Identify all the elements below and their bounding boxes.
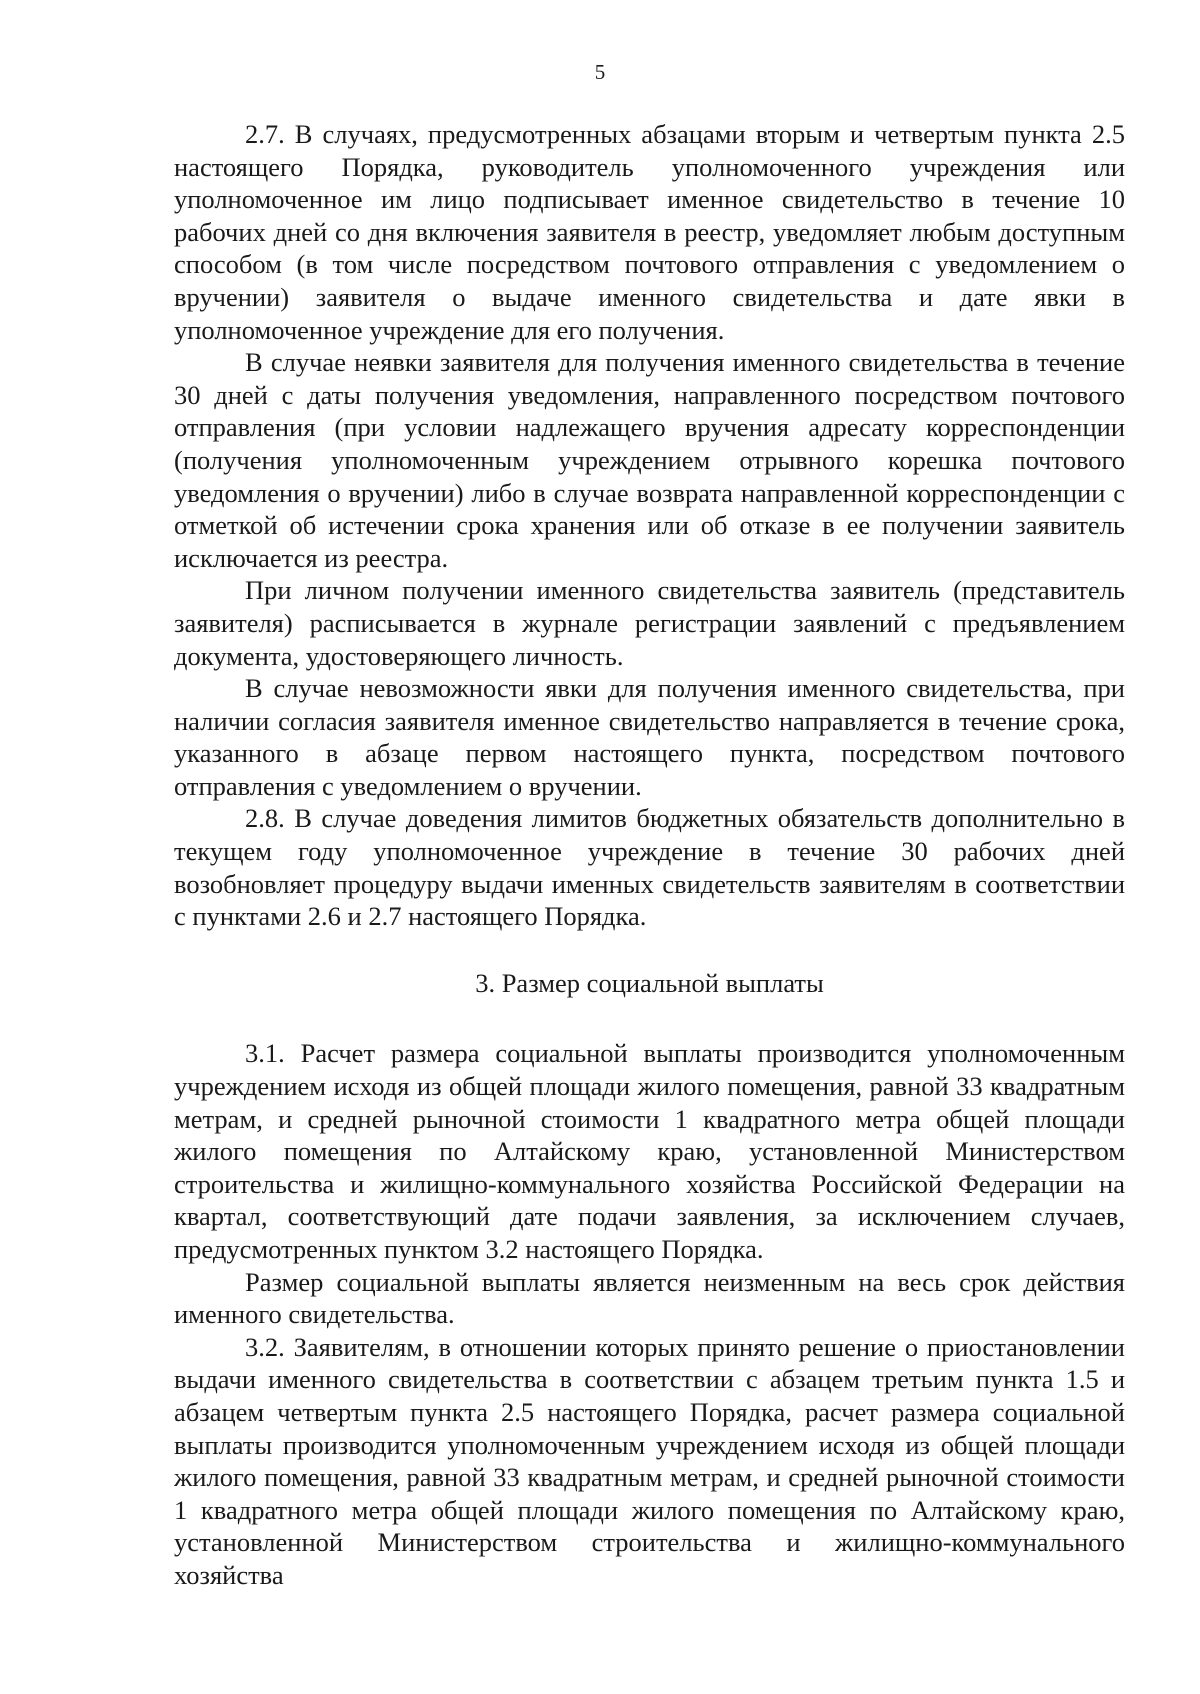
- paragraph-personal-receipt: При личном получении именного свидетельства заявитель (представитель заявителя) расписывается в журнале регистрации заявлений с предъявлением документа, удостоверяющего личность.: [174, 575, 1125, 671]
- paragraph-3-2: 3.2. Заявителям, в отношении которых принято решение о приостановлении выдачи именного свидетельства в соответствии с абзацем третьим пункта 1.5 и абзацем четвертым пункта 2.5 настоящего Порядка, расчет размера социальной выплаты производится уполномоченным учреждением исходя из общей площади жилого помещения, равной 33 квадратным метрам, и средней рыночной стоимости 1 квадратного метра общей площади жилого помещения по Алтайскому краю, установленной Министерством строительства и жилищно-коммунального хозяйства: [174, 1331, 1125, 1590]
- paragraph-2-8: 2.8. В случае доведения лимитов бюджетных обязательств дополнительно в текущем году уполномоченное учреждение в течение 30 рабочих дней возобновляет процедуру выдачи именных свидетельств заявителям в соответствии с пунктами 2.6 и 2.7 настоящего Порядка.: [174, 803, 1125, 932]
- paragraph-postal-delivery: В случае невозможности явки для получения именного свидетельства, при наличии согласия заявителя именное свидетельство направляется в течение срока, указанного в абзаце первом настоящего пункта, посредством почтового отправления с уведомлением о вручении.: [174, 673, 1125, 801]
- paragraph-3-1: 3.1. Расчет размера социальной выплаты производится уполномоченным учреждением исходя из общей площади жилого помещения, равной 33 квадратным метрам, и средней рыночной стоимости 1 квадратного метра общей площади жилого помещения по Алтайскому краю, установленной Министерством строительства и жилищно-коммунального хозяйства Российской Федерации на квартал, соответствующий дате подачи заявления, за исключением случаев, предусмотренных пунктом 3.2 настоящего Порядка.: [174, 1038, 1125, 1264]
- paragraph-2-7: 2.7. В случаях, предусмотренных абзацами вторым и четвертым пункта 2.5 настоящего Порядка, руководитель уполномоченного учреждения или уполномоченное им лицо подписывает именное свидетельство в течение 10 рабочих дней со дня включения заявителя в реестр, уведомляет любым доступным способом (в том числе посредством почтового отправления с уведомлением о вручении) заявителя о выдаче именного свидетельства и дате явки в уполномоченное учреждение для его получения.: [174, 119, 1125, 345]
- page-number: 5: [594, 60, 606, 84]
- section-title: 3. Размер социальной выплаты: [475, 967, 824, 998]
- paragraph-non-appearance: В случае неявки заявителя для получения именного свидетельства в течение 30 дней с даты получения уведомления, направленного посредством почтового отправления (при условии надлежащего вручения адресату корреспонденции (получения уполномоченным учреждением отрывного корешка почтового уведомления о вручении) либо в случае возврата направленной корреспонденции с отметкой об истечении срока хранения или об отказе в ее получении заявитель исключается из реестра.: [174, 347, 1125, 573]
- document-body: [174, 118, 1125, 1592]
- paragraph-payment-unchanged: Размер социальной выплаты является неизменным на весь срок действия именного свидетельства.: [174, 1266, 1125, 1330]
